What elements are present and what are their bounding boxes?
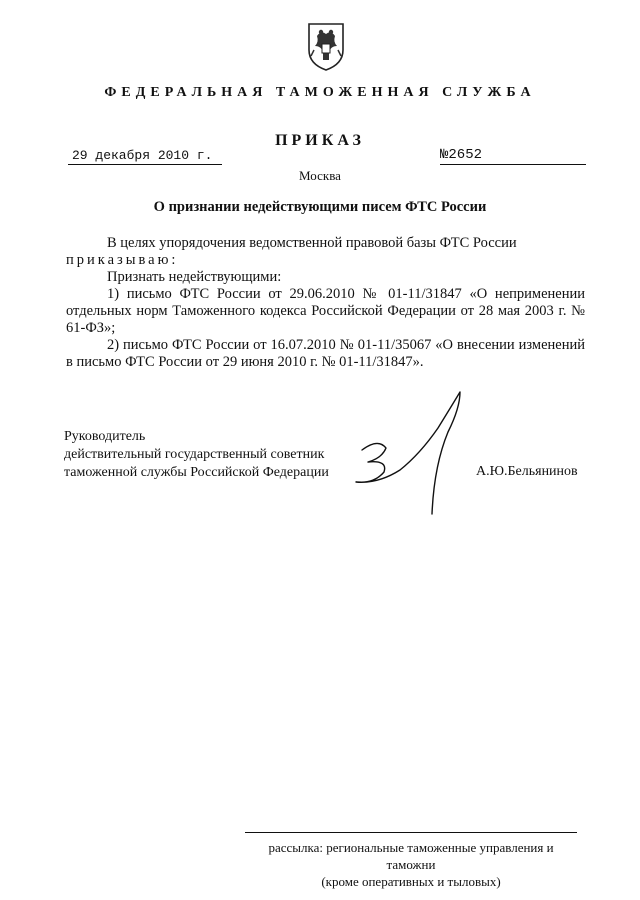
list-item: 2) письмо ФТС России от 16.07.2010 № 01-11/35067 «О внесении изменений в письмо ФТС России от 29 июня 2010 г. № 01-11/31847».	[66, 337, 585, 370]
signatory-title-line: действительный государственный советник	[64, 447, 325, 462]
list-item: 1) письмо ФТС России от 29.06.2010 № 01-11/31847 «О неприменении отдельных норм Таможенного кодекса Российской Федерации от 28 мая 2003 г. № 61-ФЗ»;	[66, 286, 585, 336]
document-title: ПРИКАЗ	[275, 132, 365, 149]
declare-line: Признать недействующими:	[107, 269, 282, 285]
order-word: приказываю:	[66, 252, 179, 268]
distribution-note	[245, 832, 577, 890]
order-body	[66, 235, 585, 371]
distribution-line: рассылка: региональные таможенные управления и таможни	[268, 840, 554, 872]
signatory-title-line: Руководитель	[64, 429, 146, 444]
agency-name: ФЕДЕРАЛЬНАЯ ТАМОЖЕННАЯ СЛУЖБА	[104, 85, 536, 100]
coat-of-arms-icon	[303, 20, 349, 72]
signer-name: А.Ю.Бельянинов	[476, 464, 578, 479]
distribution-line: (кроме оперативных и тыловых)	[321, 874, 501, 889]
order-number: №2652	[440, 147, 586, 165]
signatory-title	[64, 428, 329, 482]
order-date: 29 декабря 2010 г.	[68, 147, 222, 165]
order-subject: О признании недействующими писем ФТС России	[153, 199, 487, 215]
intro-paragraph: В целях упорядочения ведомственной правовой базы ФТС России	[107, 235, 517, 251]
handwritten-signature-icon	[348, 388, 480, 518]
signatory-title-line: таможенной службы Российской Федерации	[64, 465, 329, 480]
issue-city: Москва	[299, 168, 341, 183]
